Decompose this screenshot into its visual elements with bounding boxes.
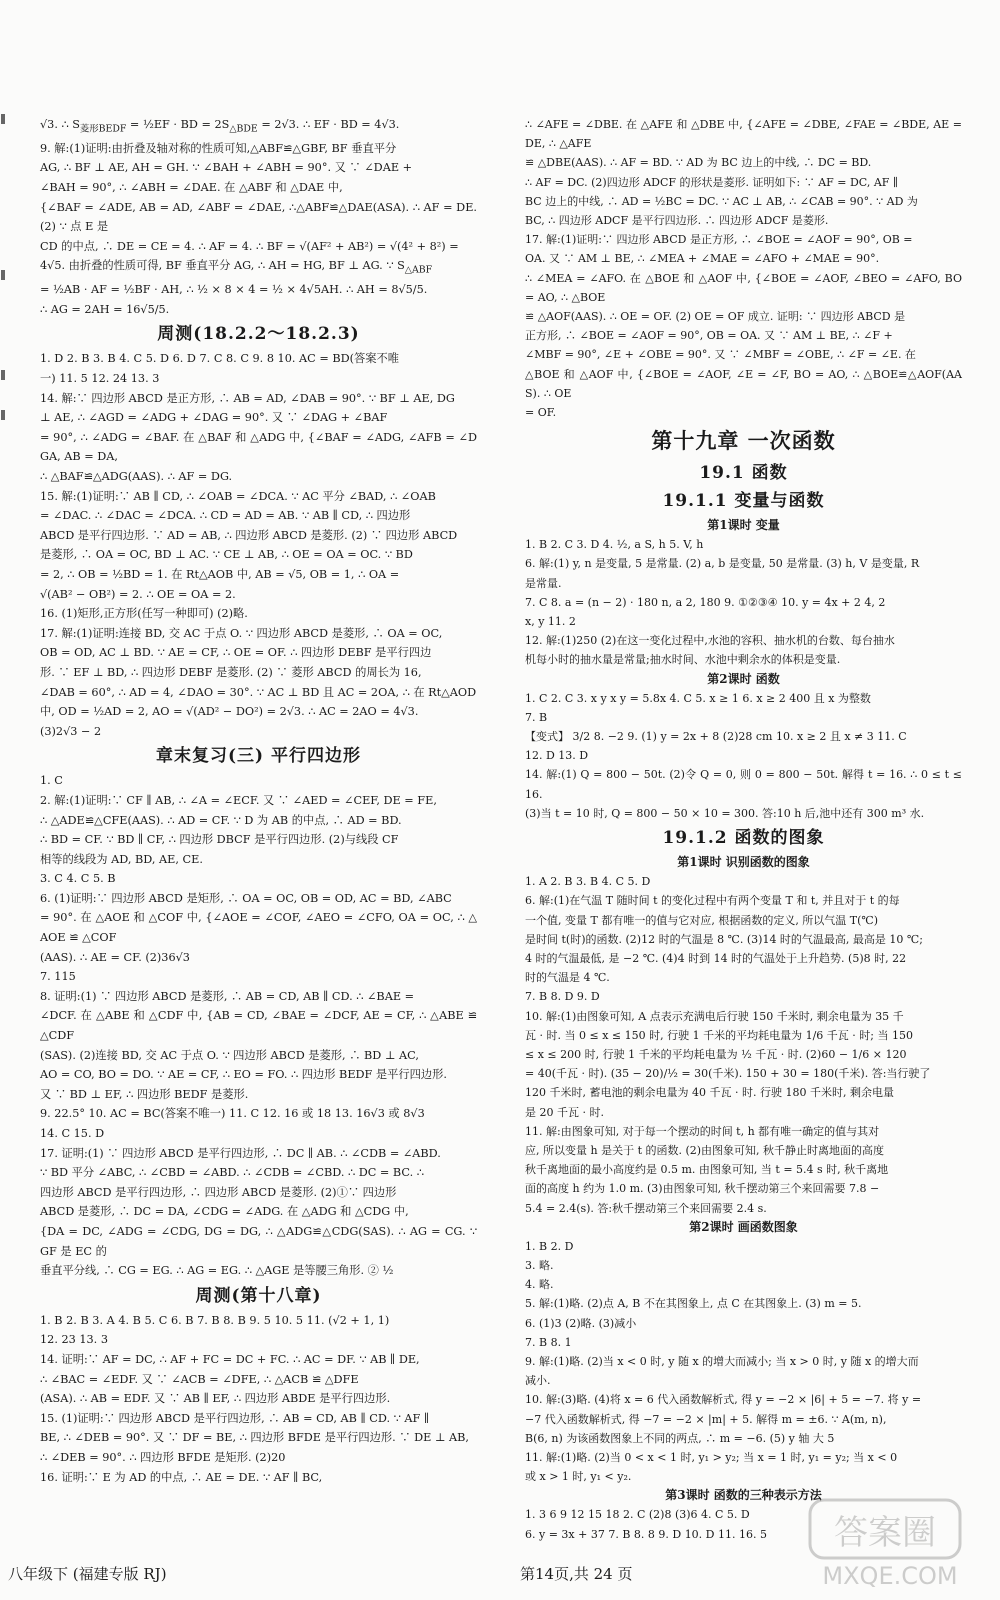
answer-line: 6. (1)3 (2)略. (3)减小 [525,1316,637,1330]
edge-mark [1,270,5,280]
answer-line: 垂直平分线, ∴ CG = EG. ∴ AG = EG. ∴ △AGE 是等腰三角形. ② ½ [40,1264,394,1278]
answer-line: 4. 略. [525,1278,554,1292]
answer-line: 一) 11. 5 12. 24 13. 3 [40,372,160,386]
edge-mark [1,114,5,124]
answer-line: B(6, n) 为该函数图象上不同的两点, ∴ m = −6. (5) y 轴 大 5 [525,1431,835,1445]
answer-line: 12. D 13. D [525,749,589,763]
answer-line: 15. 解:(1)证明:∵ AB ∥ CD, ∴ ∠OAB = ∠DCA. ∵ AC 平分 ∠BAD, ∴ ∠OAB [40,489,436,503]
answer-line: ∴ ∠MEA = ∠AFO. 在 △BOE 和 △AOF 中, {∠BOE = ∠AOF, ∠BEO = ∠AFO, BO = AO, ∴ △BOE [525,271,962,304]
answer-line: 1. D 2. B 3. B 4. C 5. D 6. D 7. C 8. C 9. 8 10. AC = BD(答案不唯 [40,352,400,366]
answer-line: 7. 115 [40,970,76,984]
answer-line: x, y 11. 2 [525,615,576,629]
answer-line: ABCD 是菱形, ∴ DC = DA, ∠CDG = ∠ADG. 在 △ADG 和 △CDG 中, [40,1205,409,1219]
section-title: 19.1.2 函数的图象 [662,828,825,849]
answer-line: 应, 所以变量 h 是关于 t 的函数. (2)由图象可知, 秋千静止时离地面的高度 [525,1143,885,1157]
answer-line: = ½AB · AF = ½BF · AH, ∴ ½ × 8 × 4 = ½ × 4√5AH. ∴ AH = 8√5/5. [40,283,428,297]
answer-line: 减小. [525,1374,551,1388]
answer-line: CD 的中点, ∴ DE = CE = 4. ∴ AF = 4. ∴ BF = √(AF² + AB²) = √(4² + 8²) = [40,239,459,253]
answer-line: ABCD 是平行四边形. ∵ AD = AB, ∴ 四边形 ABCD 是菱形. (2) ∵ 四边形 ABCD [40,528,458,542]
answer-line: 3. 略. [525,1258,554,1272]
answer-line: 中, OD = ½AD = 2, AO = √(AD² − DO²) = 2√3. ∴ AC = 2AO = 4√3. [40,705,419,719]
answer-line: 1. B 2. C 3. D 4. ½, a S, h 5. V, h [525,538,704,552]
answer-line: 1. C 2. C 3. x y x y = 5.8x 4. C 5. x ≥ 1 6. x ≥ 2 400 且 x 为整数 [525,691,871,705]
lesson-title: 第1课时 变量 [707,518,780,533]
answer-line: 5. 解:(1)略. (2)点 A, B 不在其图象上, 点 C 在其图象上. (3) m = 5. [525,1297,862,1311]
answer-line: (3)2√3 − 2 [40,724,102,738]
answer-line: 6. (1)证明:∵ 四边形 ABCD 是矩形, ∴ OA = OC, OB = OD, AC = BD, ∠ABC [40,891,452,905]
answer-line: √3. ∴ $S_{菱形BEDF}$ = ½EF · BD = $2S_{\triangle BDE} = 2√3$. ∴ EF · BD = 4√3. [40,118,400,135]
watermark-text-bottom: MXQE.COM [822,1562,958,1590]
answer-line: AO = CO, BO = DO. ∵ AE = CF, ∴ EO = FO. ∴ 四边形 BEDF 是平行四边形. [40,1068,448,1082]
answer-line: {DA = DC, ∠ADG = ∠CDG, DG = DG, ∴ △ADG≌△CDG(SAS). ∴ AG = CG. ∵ GF 是 EC 的 [40,1224,477,1258]
answer-line: {∠BAF = ∠ADE, AB = AD, ∠ABF = ∠DAE, ∴△ABF≌△DAE(ASA). ∴ AF = DE. (2) ∵ 点 E 是 [40,200,477,234]
answer-line: √(AB² − OB²) = 2. ∴ OE = OA = 2. [40,587,236,601]
answer-line: 1. A 2. B 3. B 4. C 5. D [525,875,651,889]
answer-line: 面的高度 h 约为 1.0 m. (3)由图象可知, 秋千摆动第三个来回需要 7.8 − [525,1182,880,1196]
answer-block [40,115,477,139]
answer-line: 2. 解:(1)证明:∵ CF ∥ AB, ∴ ∠A = ∠ECF. 又 ∵ ∠AED = ∠CEF, DE = FE, [40,793,437,807]
answer-line: OA. 又 ∵ AM ⊥ BE, ∴ ∠MEA + ∠MAE = ∠AFO + ∠MAE = 90°. [525,252,880,266]
answer-line: 15. (1)证明:∵ 四边形 ABCD 是平行四边形, ∴ AB = CD, AB ∥ CD. ∵ AF ∥ [40,1411,430,1425]
footer-page-number: 第14页,共 24 页 [520,1565,633,1583]
answer-line: 14. 解:(1) Q = 800 − 50t. (2)令 Q = 0, 则 0 = 800 − 50t. 解得 t = 16. ∴ 0 ≤ t ≤ 16. [525,768,962,801]
answer-line: ∴ ∠AFE = ∠DBE. 在 △AFE 和 △DBE 中, {∠AFE = ∠DBE, ∠FAE = ∠BDE, AE = DE, ∴ △AFE [525,118,962,151]
answer-line: = 90°, ∴ ∠ADG = ∠BAF. 在 △BAF 和 △ADG 中, {∠BAF = ∠ADG, ∠AFB = ∠DGA, AB = DA, [40,430,477,464]
answer-line: 瓦 · 时. 当 0 ≤ x ≤ 150 时, 行驶 1 千米的平均耗电量为 1/6 千瓦 · 时; 当 150 [525,1028,913,1042]
answer-line: BC 边上的中线, ∴ AD = ½BC = DC. ∵ AC ⊥ AB, ∴ ∠CAB = 90°. ∵ AD 为 [525,194,918,208]
answer-line: 17. 解:(1)证明:∵ 四边形 ABCD 是正方形, ∴ ∠BOE = ∠AOF = 90°, OB = [525,233,913,247]
answer-line: 时的气温是 4 ℃. [525,971,610,985]
answer-line: 14. 解:∵ 四边形 ABCD 是正方形, ∴ AB = AD, ∠DAB = 90°. ∵ BF ⊥ AE, DG [40,391,455,405]
answer-block [525,230,962,422]
answer-line: 4 时的气温最低, 是 −2 ℃. (4)4 时到 14 时的气温处于上升趋势. (5)8 时, 22 [525,951,907,965]
watermark-text-top: 答案圈 [834,1513,936,1553]
answer-line: ∴ △ADE≌△CFE(AAS). ∴ AD = CF. ∵ D 为 AB 的中点, ∴ AD = BD. [40,813,402,827]
answer-line: 16. 证明:∵ E 为 AD 的中点, ∴ AE = DE. ∵ AF ∥ BC, [40,1470,323,1484]
answer-line: 10. 解:(1)由图象可知, A 点表示充满电后行驶 150 千米时, 剩余电量为 35 千 [525,1009,904,1023]
answer-line: 3. C 4. C 5. B [40,872,116,886]
answer-line: ∠DCF. 在 △ABE 和 △CDF 中, {AB = CD, ∠BAE = ∠DCF, AE = CF, ∴ △ABE ≌ △CDF [40,1009,477,1043]
answer-line: 7. B 8. D 9. D [525,990,600,1004]
lesson-title: 第2课时 函数 [707,671,780,686]
answer-line: 17. 证明:(1) ∵ 四边形 ABCD 是平行四边形, ∴ DC ∥ AB. ∴ ∠CDB = ∠ABD. [40,1146,441,1160]
answer-line: 6. 解:(1) y, n 是变量, 5 是常量. (2) a, b 是变量, 50 是常量. (3) h, V 是变量, R [525,557,920,571]
edge-mark [1,410,5,420]
answer-line: 四边形 ABCD 是平行四边形, ∴ 四边形 ABCD 是菱形. (2)①∵ 四边形 [40,1185,397,1199]
answer-line: 12. 解:(1)250 (2)在这一变化过程中,水池的容积、抽水机的台数、每台抽水 [525,634,895,648]
answer-line: −7 代入函数解析式, 得 −7 = −2 × |m| + 5. 解得 m = ±6. ∵ A(m, n), [525,1412,887,1426]
answer-line: 机每小时的抽水量是常量;抽水时间、水池中剩余水的体积是变量. [525,653,841,667]
answer-line: △BOE 和 △AOF 中, {∠BOE = ∠AOF, ∠E = ∠F, BO = AO, ∴ △BOE≌△AOF(AAS). ∴ OE [525,367,962,400]
answer-line: ∴ ∠DEB = 90°. ∴ 四边形 BFDE 是矩形. (2)20 [40,1450,286,1464]
answer-line: 1. B 2. D [525,1239,574,1253]
answer-line: 形. ∵ EF ⊥ BD, ∴ 四边形 DEBF 是菱形. (2) ∵ 菱形 ABCD 的周长为 16, [40,665,422,679]
section-title: 19.1 函数 [699,463,788,484]
answer-line: ∴ ∠BAC = ∠EDF. 又 ∵ ∠ACB = ∠DFE, ∴ △ACB ≌ △DFE [40,1372,359,1386]
answer-line: 9. 解:(1)略. (2)当 x < 0 时, y 随 x 的增大而减小; 当 x > 0 时, y 随 x 的增大而 [525,1354,919,1368]
answer-block [40,771,477,1280]
section-title: 19.1.1 变量与函数 [662,491,825,512]
answer-line: 7. B 8. 1 [525,1335,572,1349]
answer-line: 相等的线段为 AD, BD, AE, CE. [40,852,203,866]
answer-line: ∴ AF = DC. (2)四边形 ADCF 的形状是菱形. 证明如下: ∵ AF = DC, AF ∥ [525,175,898,189]
answer-line: 是菱形, ∴ OA = OC, BD ⊥ AC. ∵ CE ⊥ AB, ∴ OE = OA = OC. ∵ BD [40,548,413,562]
page-edge-marks [0,110,8,510]
answer-line: OB = OD, AC ⊥ BD. ∵ AE = CF, ∴ OE = OF. ∴ 四边形 DEBF 是平行四边 [40,646,432,660]
answer-line: 是时间 t(时)的函数. (2)12 时的气温是 8 ℃. (3)14 时的气温最高, 最高是 10 ℃; [525,932,923,946]
answer-line: (SAS). (2)连接 BD, 交 AC 于点 O. ∵ 四边形 ABCD 是菱形, ∴ BD ⊥ AC, [40,1048,419,1062]
answer-line: (AAS). ∴ AE = CF. (2)36√3 [40,950,190,964]
answer-line: = 40(千瓦 · 时). (35 − 20)/½ = 30(千米). 150 + 30 = 180(千米). 答:当行驶了 [525,1067,931,1081]
answer-line: ∵ BD 平分 ∠ABC, ∴ ∠CBD = ∠ABD. ∴ ∠CDB = ∠CBD. ∴ DC = BC. ∴ [40,1166,424,1180]
footer-book-label: 八年级下 (福建专版 RJ) [8,1565,167,1583]
answer-line: 1. C [40,774,63,788]
answer-block [525,689,962,823]
answer-line: BC, ∴ 四边形 ADCF 是平行四边形. ∴ 四边形 ADCF 是菱形. [525,214,829,228]
answer-line: ∠BAH = 90°, ∴ ∠ABH = ∠DAE. 在 △ABF 和 △DAE 中, [40,181,343,195]
answer-line: = OF. [525,406,557,420]
answer-line: 或 x > 1 时, y₁ < y₂. [525,1470,632,1484]
edge-mark [1,370,5,380]
section-title: 章末复习(三) 平行四边形 [155,746,361,767]
answer-line: = 2, ∴ OB = ½BD = 1. 在 Rt△AOB 中, AB = √5, OB = 1, ∴ OA = [40,567,400,581]
answer-line: 120 千米时, 蓄电池的剩余电量为 40 千瓦 · 时. 行驶 180 千米时, 剩余电量 [525,1086,894,1100]
answer-line: ≤ x ≤ 200 时, 行驶 1 千米的平均耗电量为 ½ 千瓦 · 时. (2)60 − 1/6 × 120 [525,1047,907,1061]
answer-line: = ∠DAC. ∴ ∠DAC = ∠DCA. ∴ CD = AD = AB. ∵ AB ∥ CD, ∴ 四边形 [40,509,411,523]
answer-block [525,535,962,669]
answer-line: 是常量. [525,576,562,590]
answer-line: 16. (1)矩形,正方形(任写一种即可) (2)略. [40,607,248,621]
answer-line: 又 ∵ BD ⊥ EF, ∴ 四边形 BEDF 是菱形. [40,1087,249,1101]
answer-line: 12. 23 13. 3 [40,1333,108,1347]
answer-line: ∴ △BAF≌△ADG(AAS). ∴ AF = DG. [40,470,233,483]
section-title: 周测(18.2.2～18.2.3) [157,324,360,345]
answer-line: 6. 解:(1)在气温 T 随时间 t 的变化过程中有两个变量 T 和 t, 并且对于 t 的每 [525,894,900,908]
answer-line: 11. 解:由图象可知, 对于每一个摆动的时间 t, h 都有唯一确定的值与其对 [525,1124,880,1138]
answer-line: ∠DAB = 60°, ∴ AD = 4, ∠DAO = 30°. ∵ AC ⊥ BD 且 AC = 2OA, ∴ 在 Rt△AOD [40,685,477,699]
answer-block [40,349,477,741]
answer-line: 8. 证明:(1) ∵ 四边形 ABCD 是菱形, ∴ AB = CD, AB ∥ CD. ∴ ∠BAE = [40,989,415,1003]
lesson-title: 第2课时 画函数图象 [689,1219,798,1234]
answer-line: = 90°. 在 △AOE 和 △COF 中, {∠AOE = ∠COF, ∠AEO = ∠CFO, OA = OC, ∴ △AOE ≌ △COF [40,911,477,945]
answer-line: 是 20 千瓦 · 时. [525,1105,604,1119]
lesson-title: 第1课时 识别函数的图象 [677,855,810,870]
answer-line: 6. y = 3x + 37 7. B 8. 8 9. D 10. D 11. 16. 5 [525,1527,767,1541]
answer-line: 4√5. 由折叠的性质可得, BF 垂直平分 AG, ∴ AH = HG, BF ⊥ AG. ∵ $S_{\triangle ABF}$ [40,259,433,276]
watermark-logo [800,1480,980,1595]
answer-line: 1. B 2. B 3. A 4. B 5. C 6. B 7. B 8. B 9. 5 10. 5 11. (√2 + 1, 1) [40,1313,390,1327]
right-column [525,115,962,1544]
answer-block [525,872,962,1218]
answer-line: 1. 3 6 9 12 15 18 2. C (2)8 (3)6 4. C 5. D [525,1508,750,1522]
answer-line: (3)当 t = 10 时, Q = 800 − 50 × 10 = 300. 答:10 h 后,池中还有 300 m³ 水. [525,806,925,820]
answer-line: 10. 解:(3)略. (4)将 x = 6 代入函数解析式, 得 y = −2 × |6| + 5 = −7. 将 y = [525,1393,922,1407]
answer-line: 一个值, 变量 T 都有唯一的值与它对应, 根据函数的定义, 所以气温 T(℃) [525,913,879,927]
answer-line: 14. 证明:∵ AF = DC, ∴ AF + FC = DC + FC. ∴ AC = DF. ∵ AB ∥ DE, [40,1352,420,1366]
answer-line: 秋千离地面的最小高度约是 0.5 m. 由图象可知, 当 t = 5.4 s 时, 秋千离地 [525,1163,889,1177]
answer-line: 9. 解:(1)证明:由折叠及轴对称的性质可知,△ABF≌△GBF, BF 垂直平分 [40,141,397,155]
lesson-title: 第3课时 函数的三种表示方法 [665,1488,822,1503]
answer-line: 【变式】 3/2 8. −2 9. (1) y = 2x + 8 (2)28 cm 10. x ≥ 2 且 x ≠ 3 11. C [525,730,907,744]
answer-line: 5.4 = 2.4(s). 答:秋千摆动第三个来回需要 2.4 s. [525,1201,767,1215]
answer-line: ∠MBF = 90°, ∠E + ∠OBE = 90°. 又 ∵ ∠MBF = ∠OBE, ∴ ∠F = ∠E. 在 [525,348,916,362]
answer-line: 17. 解:(1)证明:连接 BD, 交 AC 于点 O. ∵ 四边形 ABCD 是菱形, ∴ OA = OC, [40,626,443,640]
answer-line: ≌ △AOF(AAS). ∴ OE = OF. (2) OE = OF 成立. 证明: ∵ 四边形 ABCD 是 [525,310,906,324]
left-column [40,115,477,1487]
answer-line: 14. C 15. D [40,1127,105,1140]
answer-block [40,139,477,320]
answer-block [525,115,962,230]
answer-line: 7. B [525,710,548,724]
answer-line: ⊥ AE, ∴ ∠AGD = ∠ADG + ∠DAG = 90°. 又 ∵ ∠DAG + ∠BAF [40,411,388,425]
answer-block [40,1311,477,1487]
answer-line: ∴ AG = 2AH = 16√5/5. [40,302,170,316]
answer-line: 11. 解:(1)略. (2)当 0 < x < 1 时, y₁ > y₂; 当 x = 1 时, y₁ = y₂; 当 x < 0 [525,1450,898,1464]
answer-line: 正方形, ∴ ∠BOE = ∠AOF = 90°, OB = OA. 又 ∵ AM ⊥ BE, ∴ ∠F + [525,329,893,343]
answer-line: ∴ BD = CF. ∵ BD ∥ CF, ∴ 四边形 DBCF 是平行四边形. (2)与线段 CF [40,833,399,847]
answer-line: BE, ∴ ∠DEB = 90°. 又 ∵ DF = BE, ∴ 四边形 BFDE 是平行四边形. ∵ DE ⊥ AB, [40,1431,469,1445]
answer-line: AG, ∴ BF ⊥ AE, AH = GH. ∵ ∠BAH + ∠ABH = 90°. 又 ∵ ∠DAE + [40,161,413,175]
answer-line: 9. 22.5° 10. AC = BC(答案不唯一) 11. C 12. 16 或 18 13. 16√3 或 8√3 [40,1107,425,1121]
answer-block [525,1237,962,1487]
answer-line: 7. C 8. a = (n − 2) · 180 n, a 2, 180 9. ①②③④ 10. y = 4x + 2 4, 2 [525,595,886,609]
section-title: 周测(第十八章) [195,1285,322,1306]
chapter-title: 第十九章 一次函数 [651,428,836,454]
answer-line: ≌ △DBE(AAS). ∴ AF = BD. ∵ AD 为 BC 边上的中线, ∴ DC = BD. [525,156,872,170]
answer-line: (ASA). ∴ AB = EDF. 又 ∵ AB ∥ EF, ∴ 四边形 ABDE 是平行四边形. [40,1392,391,1406]
